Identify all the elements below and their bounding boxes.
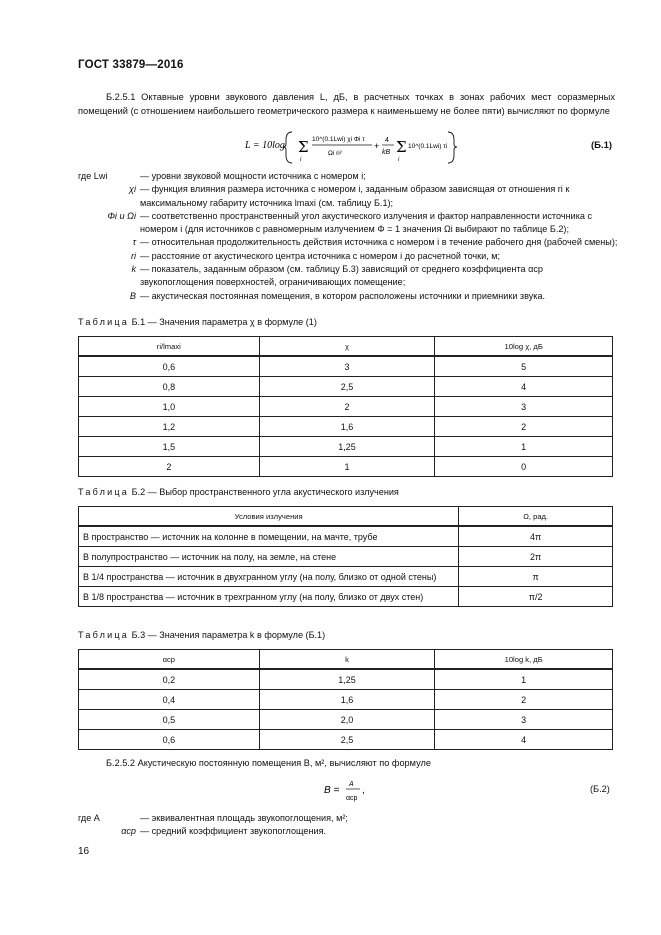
table1-cell: 2 <box>79 457 260 477</box>
definition-text: — функция влияния размера источника с номером i, заданным образом зависящая от отношения ri к максимальному габариту источника lmaxi (см. таблицу Б.1); <box>140 184 570 208</box>
table1 <box>78 336 613 477</box>
svg-text:,: , <box>362 785 365 796</box>
table1-header: χ <box>259 337 435 357</box>
table3-header: 10log k, дБ <box>435 650 613 670</box>
table1-row <box>79 397 613 417</box>
table3-cell: 0,4 <box>79 690 260 710</box>
formula-b1 <box>240 128 460 166</box>
table3-cell: 2,0 <box>259 710 435 730</box>
table2-cell: В 1/4 пространства — источник в двухгранном углу (на полу, близко от одной стены) <box>79 567 459 587</box>
definition-item <box>78 210 618 237</box>
table1-cell: 1 <box>435 437 613 457</box>
table2-cell: В полупространство — источник на полу, на земле, на стене <box>79 547 459 567</box>
table2-row <box>79 526 613 547</box>
table1-cell: 2 <box>259 397 435 417</box>
table1-cell: 3 <box>259 356 435 377</box>
section-b251-text: Б.2.5.1 Октавные уровни звукового давления L, дБ, в расчетных точках в зонах рабочих мест соразмерных помещений (с отношением наибольшего геометрического размера к наименьшему не более пяти) вычисляют по формуле <box>78 92 615 116</box>
definition-text: — средний коэффициент звукопоглощения. <box>140 826 327 837</box>
table3-header: k <box>259 650 435 670</box>
table3-row <box>79 690 613 710</box>
table1-row <box>79 437 613 457</box>
table1-cell: 2,5 <box>259 377 435 397</box>
table2-caption: Таблица Б.2 — Выбор пространственного угла акустического излучения <box>78 487 399 497</box>
svg-text:B =: B = <box>324 785 340 796</box>
definition-item <box>78 183 618 210</box>
table3-cell: 1 <box>435 669 613 690</box>
definition-symbol: где Lwi <box>78 171 108 181</box>
svg-text:+: + <box>374 141 380 151</box>
table2-cell: В 1/8 пространства — источник в трехгранном углу (на полу, близко от двух стен) <box>79 587 459 607</box>
definition-symbol: χi <box>129 184 136 195</box>
table1-cell: 1,2 <box>79 417 260 437</box>
definition-symbol: k <box>131 264 136 275</box>
formula-b1-num1: 10^(0.1Lwi) χi Φi τ <box>312 136 365 143</box>
definitions-list <box>78 170 618 303</box>
table2-cell: π/2 <box>459 587 613 607</box>
table3-row <box>79 730 613 750</box>
definition-item <box>78 170 618 183</box>
definition-text: — расстояние от акустического центра источника с номером i до расчетной точки, м; <box>140 250 501 261</box>
table2-row <box>79 587 613 607</box>
definition-item <box>78 236 618 249</box>
formula-b1-num2: 4 <box>385 137 389 144</box>
formula-b1-left-brace <box>283 132 292 163</box>
definition-item <box>78 290 618 303</box>
document-header: ГОСТ 33879—2016 <box>78 59 184 71</box>
table1-cell: 1,5 <box>79 437 260 457</box>
table1-row <box>79 356 613 377</box>
table1-cell: 1 <box>259 457 435 477</box>
table2-header: Ω, рад. <box>459 507 613 527</box>
svg-text:i: i <box>300 157 302 163</box>
table1-row <box>79 377 613 397</box>
formula-b2-number: (Б.2) <box>590 784 610 794</box>
definition-text: — эквивалентная площадь звукопоглощения, м²; <box>140 813 348 823</box>
definitions2-list <box>78 812 618 839</box>
table3-cell: 0,2 <box>79 669 260 690</box>
table3-header: αср <box>79 650 260 670</box>
table3-row <box>79 669 613 690</box>
table3-cell: 1,25 <box>259 669 435 690</box>
table1-cell: 5 <box>435 356 613 377</box>
definition-text: — соответственно пространственный угол акустического излучения и фактор направленности источника с номером i (для источников с равномерным излучением Φ = 1 значения Ωi выбирают по таблице Б.2); <box>140 210 593 235</box>
table1-cell: 2 <box>435 417 613 437</box>
table2-row <box>79 567 613 587</box>
table1-header: 10log χ, дБ <box>435 337 613 357</box>
definition-symbol: ri <box>130 250 136 261</box>
table2 <box>78 506 613 607</box>
formula-b1-sum2: 10^(0.1Lwi) τi <box>408 143 448 150</box>
table3-header-row <box>79 650 613 670</box>
formula-b1-lhs: L = 10log <box>245 140 285 151</box>
formula-b1-right-brace <box>448 132 457 163</box>
formula-b1-den1: Ωi ri² <box>328 150 342 157</box>
definition-item <box>78 812 618 825</box>
table2-cell: 4π <box>459 526 613 547</box>
definition-symbol: где A <box>78 813 100 823</box>
formula-b1-den2: kB <box>382 149 391 156</box>
table3-cell: 0,6 <box>79 730 260 750</box>
definition-symbol: τ <box>132 237 136 248</box>
definition-symbol: Φi и Ωi <box>107 210 136 221</box>
svg-text:A: A <box>349 781 354 788</box>
table3-cell: 2,5 <box>259 730 435 750</box>
definition-symbol: B <box>129 290 136 301</box>
table2-row <box>79 547 613 567</box>
definition-text: — относительная продолжительность действия источника с номером i в течение рабочего дня (рабочей смены); <box>140 237 618 248</box>
table1-cell: 1,25 <box>259 437 435 457</box>
table1-row <box>79 457 613 477</box>
definition-text: — уровни звуковой мощности источника с номером i; <box>140 171 366 181</box>
table1-cell: 1,0 <box>79 397 260 417</box>
table2-header-row <box>79 507 613 527</box>
definition-symbol: αср <box>121 826 136 837</box>
table1-row <box>79 417 613 437</box>
table1-cell: 3 <box>435 397 613 417</box>
table2-header: Условия излучения <box>79 507 459 527</box>
svg-text:i: i <box>398 157 400 163</box>
table3-cell: 2 <box>435 690 613 710</box>
section-b252-text: Б.2.5.2 Акустическую постоянную помещения B, м², вычисляют по формуле <box>106 758 431 768</box>
table3-cell: 4 <box>435 730 613 750</box>
table3 <box>78 649 613 750</box>
table3-caption: Таблица Б.3 — Значения параметра k в формуле (Б.1) <box>78 630 326 640</box>
definition-text: — акустическая постоянная помещения, в котором расположены источники и приемники звука. <box>140 290 546 301</box>
table1-caption: Таблица Б.1 — Значения параметра χ в формуле (1) <box>78 317 317 327</box>
table2-cell: В пространство — источник на колонне в помещении, на мачте, трубе <box>79 526 459 547</box>
formula-b2 <box>322 776 392 806</box>
page-number: 16 <box>78 846 90 857</box>
table3-row <box>79 710 613 730</box>
table3-cell: 3 <box>435 710 613 730</box>
table1-cell: 4 <box>435 377 613 397</box>
sum-sign: Σ <box>298 138 309 156</box>
sum-sign-2: Σ <box>396 138 407 156</box>
definition-item <box>78 263 618 290</box>
table1-cell: 0,8 <box>79 377 260 397</box>
table3-cell: 0,5 <box>79 710 260 730</box>
definition-text: — показатель, заданным образом (см. таблицу Б.3) зависящий от среднего коэффициента αср звукопоглощения поверхностей, ограничивающих помещение; <box>140 264 543 288</box>
table2-cell: 2π <box>459 547 613 567</box>
table1-header: ri/lmaxi <box>79 337 260 357</box>
definition-item <box>78 825 618 838</box>
table2-cell: π <box>459 567 613 587</box>
svg-text:αср: αср <box>346 795 358 802</box>
table1-cell: 0 <box>435 457 613 477</box>
table1-cell: 1,6 <box>259 417 435 437</box>
formula-b1-number: (Б.1) <box>591 140 613 151</box>
table1-header-row <box>79 337 613 357</box>
table3-cell: 1,6 <box>259 690 435 710</box>
definition-item <box>78 250 618 263</box>
table1-cell: 0,6 <box>79 356 260 377</box>
